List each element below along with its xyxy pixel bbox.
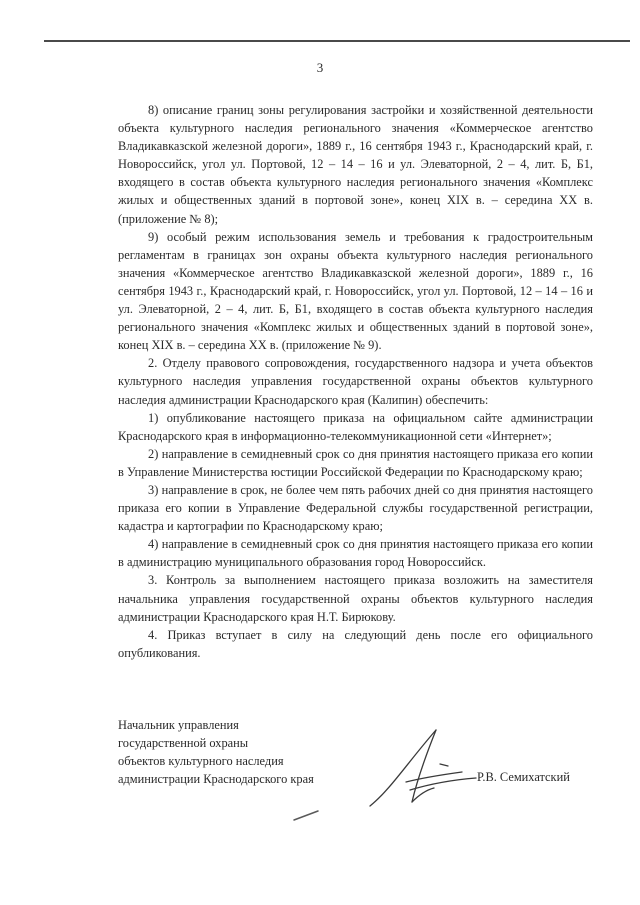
signatory-position-line: государственной охраны bbox=[118, 736, 249, 750]
document-body bbox=[118, 101, 593, 662]
signatory-name: Р.В. Семихатский bbox=[477, 770, 570, 784]
paragraph-subitem-2: 2) направление в семидневный срок со дня принятия настоящего приказа его копии в Управление Министерства юстиции Российской Федерации по Краснодарскому краю; bbox=[118, 446, 593, 479]
signatory-position-line: объектов культурного наследия bbox=[118, 754, 284, 768]
header-rule bbox=[44, 40, 630, 42]
paragraph-subitem-3: 3) направление в срок, не более чем пять рабочих дней со дня принятия настоящего приказа его копии в Управление Федеральной службы государственной регистрации, кадастра и картографии по Краснодарскому краю; bbox=[118, 482, 593, 534]
paragraph-item-9: 9) особый режим использования земель и требования к градостроительным регламентам в границах зон охраны объекта культурного наследия регионального значения «Коммерческое агентство Владикавказской железной дороги», 1889 г., 16 сентября 1943 г., Краснодарский край, г. Новороссийск, угол ул. Портовой, 12 – 14 – 16 и ул. Элеваторной, 2 – 4, лит. Б, Б1, входящего в состав объекта культурного наследия регионального значения «Комплекс жилых и общественных зданий в портовой зоне», конец XIX в. – середина XX в. (приложение № 9). bbox=[118, 229, 593, 353]
paragraph-section-2: 2. Отделу правового сопровождения, государственного надзора и учета объектов культурного наследия управления государственной охраны объектов культурного наследия администрации Краснодарского края (Калипин) обеспечить: bbox=[118, 356, 593, 407]
paragraph-section-4: 4. Приказ вступает в силу на следующий день после его официального опубликования. bbox=[118, 627, 593, 660]
signatory-position-line: администрации Краснодарского края bbox=[118, 772, 314, 786]
paragraph-subitem-4: 4) направление в семидневный срок со дня принятия настоящего приказа его копии в администрацию муниципального образования город Новороссийск. bbox=[118, 537, 593, 570]
scan-artifact bbox=[292, 808, 322, 822]
handwritten-signature bbox=[290, 720, 480, 810]
signatory-position-line: Начальник управления bbox=[118, 718, 239, 732]
page-number: 3 bbox=[316, 60, 324, 75]
paragraph-subitem-1: 1) опубликование настоящего приказа на официальном сайте администрации Краснодарского края в информационно-телекоммуникационной сети «Интернет»; bbox=[118, 410, 593, 443]
paragraph-item-8: 8) описание границ зоны регулирования застройки и хозяйственной деятельности объекта культурного наследия регионального значения «Коммерческое агентство Владикавказской железной дороги», 1889 г., 16 сентября 1943 г., Краснодарский край, г. Новороссийск, угол ул. Портовой, 12 – 14 – 16 и ул. Элеваторной, 2 – 4, лит. Б, Б1, входящего в состав объекта культурного наследия регионального значения «Комплекс жилых и общественных зданий в портовой зоне», конец XIX в. – середина XX в. (приложение № 8); bbox=[118, 103, 593, 226]
paragraph-section-3: 3. Контроль за выполнением настоящего приказа возложить на заместителя начальника управления государственной охраны объектов культурного наследия администрации Краснодарского края Н.Т. Бирюкову. bbox=[118, 573, 593, 624]
